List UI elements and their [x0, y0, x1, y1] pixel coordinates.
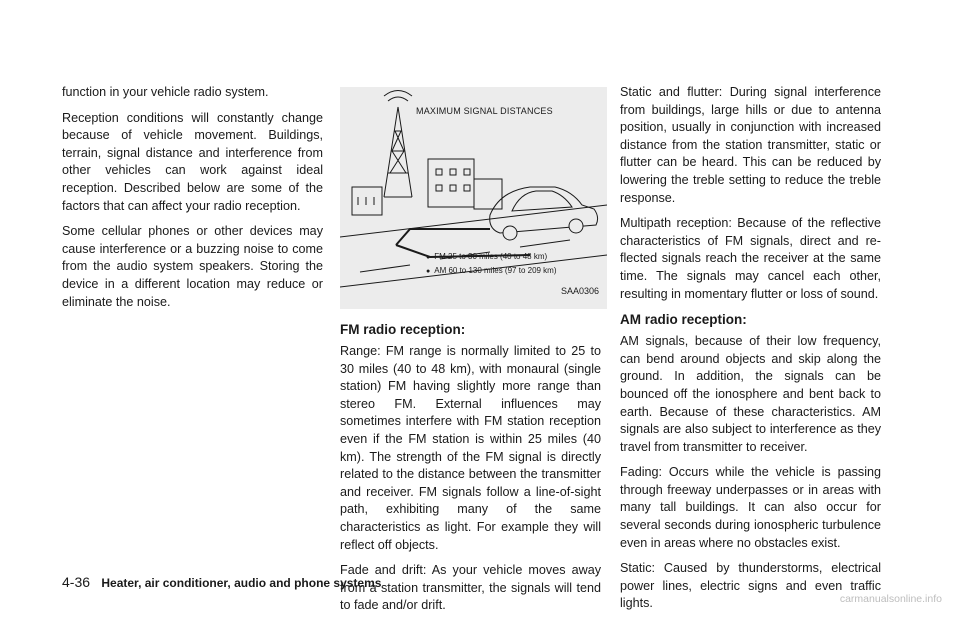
figure-code: SAA0306	[560, 286, 599, 297]
section-heading: FM radio reception:	[340, 322, 466, 337]
legend-fm: ● FM 25 to 30 miles (40 to 48 km)	[426, 250, 557, 264]
signal-distance-figure	[340, 87, 607, 309]
building-icon	[428, 159, 474, 207]
page-footer	[62, 574, 381, 590]
figure-legend	[426, 250, 557, 278]
paragraph: Range: FM range is normally limited to 25 to 30 miles (40 to 48 km), with monaural (single station) FM having slightly more range than stereo FM. External influences may sometimes interfere with FM station reception even if the FM station is within 25 miles (40 km). The strength of the FM signal is directly related to the distance between the transmitter and receiver. FM signals follow a line-of-sight path, exhibiting many of the same characteristics as light. For example they will reflect off objects.	[340, 344, 601, 552]
column-left	[62, 84, 323, 319]
column-middle	[340, 87, 601, 623]
paragraph: Fade and drift: As your vehicle moves away from a station transmitter, the signals will tend to fade and/or drift.	[340, 563, 601, 613]
column-right	[620, 84, 881, 621]
paragraph: Fading: Occurs while the vehicle is passing through freeway underpasses or in areas with many tall buildings. It can also occur for several seconds during ionospheric turbulence even in areas where no obstacles exist.	[620, 465, 881, 550]
watermark: carmanualsonline.info	[839, 593, 942, 605]
paragraph: Reception conditions will constantly change because of vehicle movement. Buildings, terrain, signal distance and interference from other vehicles can work against ideal reception. Described below are some of the factors that can affect your radio reception.	[62, 110, 323, 213]
paragraph: Static: Caused by thunderstorms, electrical power lines, electric signs and even traffic lights.	[620, 561, 881, 611]
paragraph: Some cellular phones or other devices may cause interference or a buzzing noise to come from the audio system speakers. Storing the device in a different location may reduce or eliminate the noise.	[62, 224, 323, 309]
paragraph: AM signals, because of their low frequency, can bend around objects and skip along the ground. In addition, the signals can be bounced off the ionosphere and bent back to earth. Because of these characteristics. AM signals are also subject to interference as they travel from transmitter to receiver.	[620, 334, 881, 454]
legend-am: ● AM 60 to 130 miles (97 to 209 km)	[426, 264, 557, 278]
paragraph: function in your vehicle radio system.	[62, 85, 269, 99]
page-number: 4-36	[62, 574, 91, 590]
tower-icon	[384, 107, 412, 197]
paragraph: Static and flutter: During signal interference from buildings, large hills or due to antenna position, usually in conjunction with increased distance from the station transmitter, static or flutter can be heard. This can be reduced by lowering the treble setting to reduce the treble response.	[620, 85, 881, 205]
paragraph: Multipath reception: Because of the reflective characteristics of FM signals, direct and re-flected signals reach the receiver at the same time. The signals may cancel each other, resulting in momentary flutter or loss of sound.	[620, 216, 881, 301]
section-heading: AM radio reception:	[620, 312, 747, 328]
figure-title: MAXIMUM SIGNAL DISTANCES	[416, 106, 553, 116]
section-title: Heater, air conditioner, audio and phone systems	[101, 576, 382, 590]
